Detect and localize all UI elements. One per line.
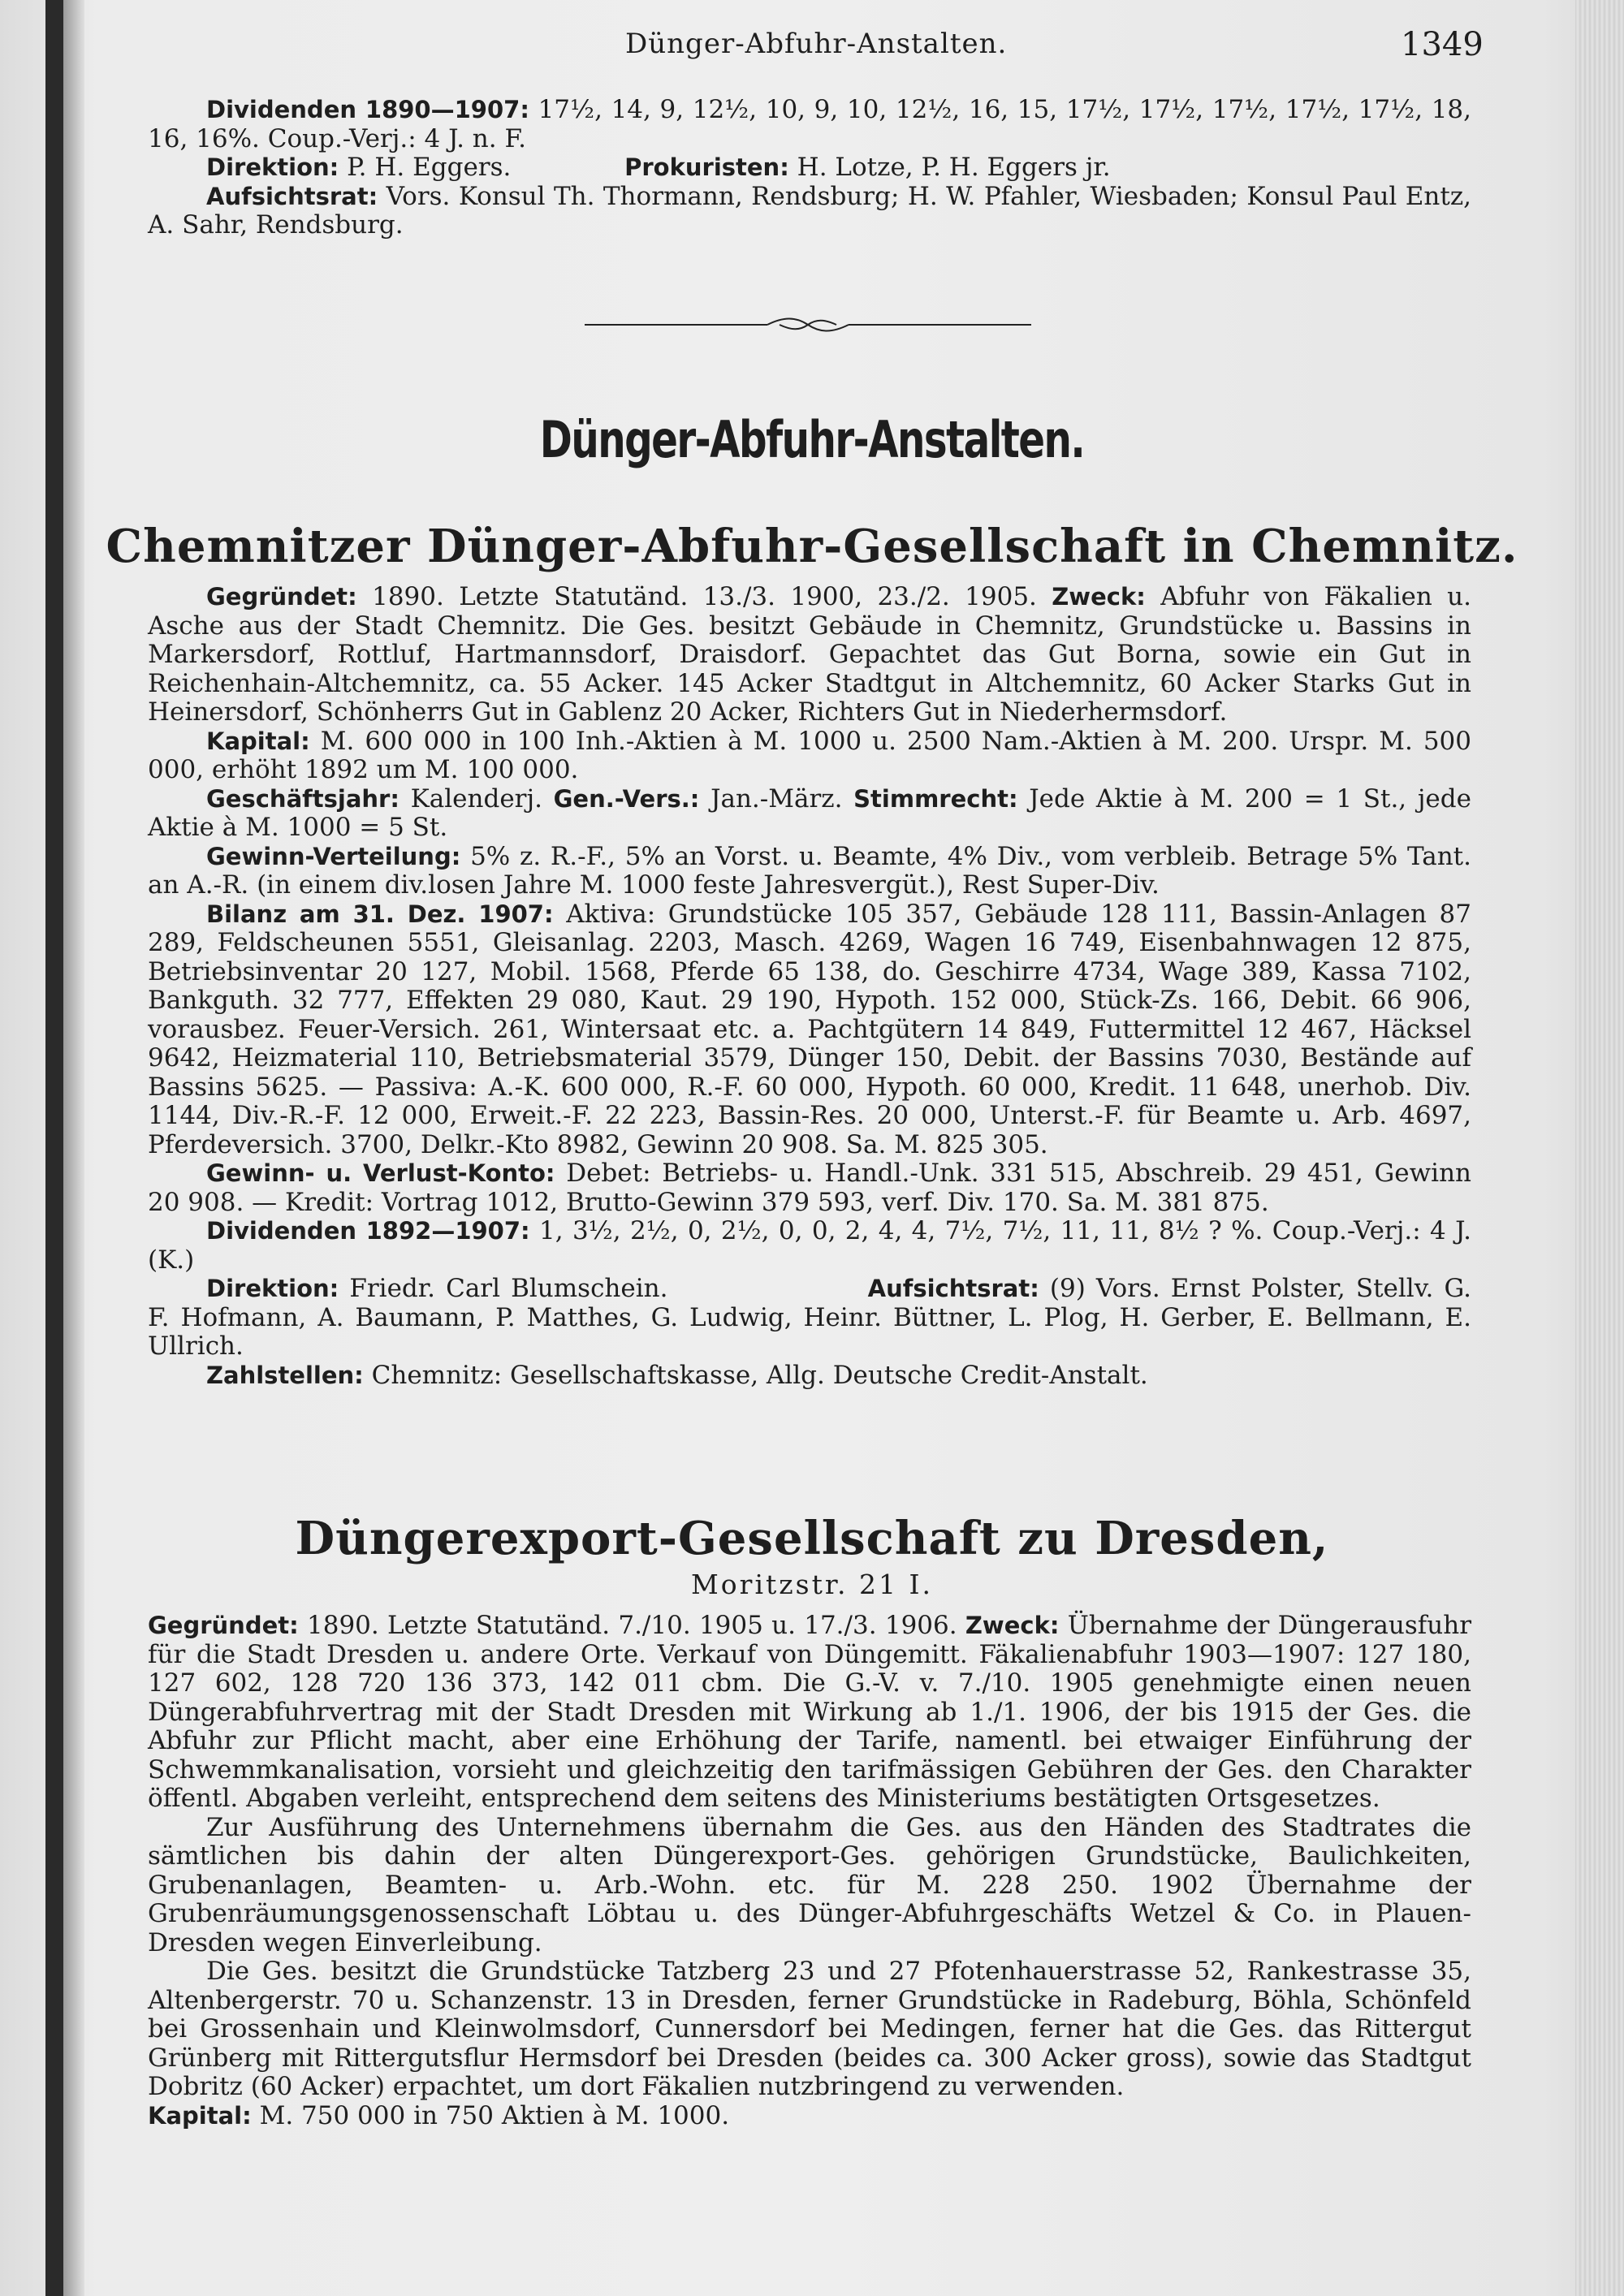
dresden-para2: Zur Ausführung des Unternehmens übernahm die Ges. aus den Händen des Stadtrates die sämtlichen bis dahin der alten Düngerexport-Ges. gehörigen Grundstücke, Baulichkeiten, Grubenanlagen, Beamten- u. Arb.-Wohn. etc. für M. 228 250. 1902 Übernahme der Grubenräumungsgenossenschaft Löbtau u. des Dünger-Abfuhrgeschäfts Wetzel & Co. in Plauen-Dresden wegen Einverleibung.	[148, 1812, 1471, 1957]
prev-direktion-text: P. H. Eggers.	[347, 153, 512, 182]
chemnitz-direktion-text: Friedr. Carl Blumschein.	[349, 1274, 668, 1303]
prev-dividends-text: 17½, 14, 9, 12½, 10, 9, 10, 12½, 16, 15, 17½, 17½, 17½, 17½, 17½, 18, 16, 16%. Coup.-Verj.: 4 J. n. F.	[148, 95, 1472, 153]
chemnitz-direktion	[148, 1275, 1471, 1362]
chemnitz-dividenden	[148, 1217, 1471, 1275]
prev-aufsichtsrat-text: Vors. Konsul Th. Thormann, Rendsburg; H. W. Pfahler, Wiesbaden; Konsul Paul Entz, A. Sahr, Rendsburg.	[148, 181, 1472, 240]
book-spine	[45, 0, 63, 2296]
section-title: Dünger-Abfuhr-Anstalten.	[539, 410, 1085, 469]
chemnitz-zweck-label: Zweck:	[1052, 583, 1146, 611]
dresden-gegruendet-text: 1890. Letzte Statutänd. 7./10. 1905 u. 17./3. 1906.	[307, 1611, 957, 1640]
chemnitz-zweck-text: Abfuhr von Fäkalien u. Asche aus der Stadt Chemnitz. Die Ges. besitzt Gebäude in Chemnitz, Grundstücke u. Bassins in Markersdorf, Rottluf, Hartmannsdorf, Draisdorf. Gepachtet das Gut Borna, sowie ein Gut in Reichenhain-Altchemnitz, ca. 55 Acker. 145 Acker Stadtgut in Altchemnitz, 60 Acker Starks Gut in Heinersdorf, Schönherrs Gut in Gablenz 20 Acker, Richters Gut in Niederhermsdorf.	[148, 582, 1472, 727]
prev-prokuristen-text: H. Lotze, P. H. Eggers jr.	[797, 153, 1111, 182]
dresden-kapital-label: Kapital:	[148, 2101, 252, 2130]
dresden-title: Düngerexport-Gesellschaft zu Dresden,	[295, 1512, 1329, 1565]
chemnitz-kapital	[148, 727, 1471, 785]
chemnitz-entry	[148, 583, 1471, 1390]
chemnitz-zahlstellen-text: Chemnitz: Gesellschaftskasse, Allg. Deutsche Credit-Anstalt.	[371, 1360, 1148, 1390]
chemnitz-gewinnverteilung	[148, 843, 1471, 900]
chemnitz-stimmrecht-label: Stimmrecht:	[853, 784, 1018, 813]
page-edge	[1575, 0, 1624, 2296]
chemnitz-geschaeftsjahr-label: Geschäftsjahr:	[206, 784, 400, 813]
chemnitz-title: Chemnitzer Dünger-Abfuhr-Gesellschaft in Chemnitz.	[106, 520, 1518, 573]
ornament-divider	[585, 313, 1031, 337]
prev-prokuristen-label: Prokuristen:	[624, 153, 789, 181]
chemnitz-aufsichtsrat-text: (9) Vors. Ernst Polster, Stellv. G. F. Hofmann, A. Baumann, P. Matthes, G. Ludwig, Heinr. Büttner, L. Plog, H. Gerber, E. Bellmann, E. Ullrich.	[148, 1274, 1471, 1361]
prev-direktion	[148, 153, 1471, 183]
prev-entry	[148, 96, 1471, 240]
prev-aufsichtsrat	[148, 183, 1471, 240]
chemnitz-bilanz	[148, 900, 1471, 1160]
chemnitz-kapital-label: Kapital:	[206, 727, 310, 755]
running-head: Dünger-Abfuhr-Anstalten.	[625, 28, 1008, 60]
chemnitz-gewinnverteilung-label: Gewinn-Verteilung:	[206, 842, 461, 870]
chemnitz-aufsichtsrat-label: Aufsichtsrat:	[867, 1275, 1039, 1302]
page-number: 1349	[1401, 26, 1484, 63]
prev-aufsichtsrat-label: Aufsichtsrat:	[206, 182, 378, 210]
chemnitz-gegruendet-label: Gegründet:	[206, 583, 357, 611]
prev-dividends-label: Dividenden 1890—1907:	[206, 96, 529, 123]
dresden-gegruendet-label: Gegründet:	[148, 1612, 299, 1639]
chemnitz-gewinnverteilung-text: 5% z. R.-F., 5% an Vorst. u. Beamte, 4% Div., vom verbleib. Betrage 5% Tant. an A.-R. (in einem div.losen Jahre M. 1000 feste Jahresvergüt.), Rest Super-Div.	[148, 841, 1471, 900]
dresden-para3: Die Ges. besitzt die Grundstücke Tatzberg 23 und 27 Pfotenhauerstrasse 52, Rankestrasse 35, Altenbergerstr. 70 u. Schanzenstr. 13 in Dresden, ferner Grundstücke in Radeburg, Böhla, Schönfeld bei Grossenhain und Kleinwolmsdorf, Cunnersdorf bei Medingen, ferner hat die Ges. das Rittergut Grünberg mit Rittergutsflur Hermsdorf bei Dresden (beides ca. 300 Acker gross), sowie das Stadtgut Dobritz (60 Acker) erpachtet, um dort Fäkalien nutzbringend zu verwenden.	[148, 1957, 1471, 2101]
chemnitz-direktion-label: Direktion:	[206, 1275, 339, 1302]
prev-dividends	[148, 96, 1471, 153]
chemnitz-geschaeftsjahr-text: Kalenderj.	[410, 783, 542, 814]
prev-direktion-label: Direktion:	[206, 153, 339, 181]
chemnitz-stimmrecht-text: Jede Aktie à M. 200 = 1 St., jede Aktie à M. 1000 = 5 St.	[148, 783, 1471, 842]
dresden-entry	[148, 1612, 1471, 2130]
chemnitz-kapital-text: M. 600 000 in 100 Inh.-Aktien à M. 1000 u. 2500 Nam.-Aktien à M. 200. Urspr. M. 500 000, erhöht 1892 um M. 100 000.	[148, 726, 1471, 784]
dresden-zweck-text: Übernahme der Düngerausfuhr für die Stadt Dresden u. andere Orte. Verkauf von Düngemitt. Fäkalienabfuhr 1903—1907: 127 180, 127 602, 128 720 136 373, 142 011 cbm. Die G.-V. v. 7./10. 1905 genehmigte einen neuen Düngerabfuhrvertrag mit der Stadt Dresden mit Wirkung ab 1./1. 1906, der bis 1915 der Ges. die Abfuhr zur Pflicht macht, aber eine Erhöhung der Tarife, namentl. bei etwaiger Einführung der Schwemmkanalisation, vorsieht und gleichzeitig den tarifmässigen Gebühren der Ges. den Charakter öffentl. Abgaben verleiht, entsprechend dem seitens des Ministeriums bestätigten Ortsgesetzes.	[148, 1611, 1472, 1813]
chemnitz-geschaeftsjahr	[148, 785, 1471, 843]
chemnitz-gegruendet	[148, 583, 1471, 727]
chemnitz-zahlstellen-label: Zahlstellen:	[206, 1361, 364, 1389]
chemnitz-guv	[148, 1159, 1471, 1217]
chemnitz-genvers-text: Jan.-März.	[710, 783, 843, 814]
chemnitz-gegruendet-text: 1890. Letzte Statutänd. 13./3. 1900, 23./2. 1905.	[372, 582, 1037, 611]
dresden-gegruendet	[148, 1612, 1471, 1814]
dresden-kapital	[148, 2102, 1471, 2131]
chemnitz-dividenden-label: Dividenden 1892—1907:	[206, 1217, 530, 1245]
dresden-kapital-text: M. 750 000 in 750 Aktien à M. 1000.	[259, 2100, 730, 2130]
dresden-zweck-label: Zweck:	[965, 1612, 1060, 1639]
chemnitz-bilanz-label: Bilanz am 31. Dez. 1907:	[206, 900, 554, 928]
spine-shadow	[63, 0, 84, 2296]
chemnitz-genvers-label: Gen.-Vers.:	[553, 784, 700, 813]
chemnitz-dividenden-text: 1, 3½, 2½, 0, 2½, 0, 0, 2, 4, 4, 7½, 7½, 11, 11, 8½ ? %. Coup.-Verj.: 4 J. (K.)	[148, 1216, 1471, 1275]
chemnitz-guv-label: Gewinn- u. Verlust-Konto:	[206, 1159, 555, 1187]
chemnitz-bilanz-text: Aktiva: Grundstücke 105 357, Gebäude 128 111, Bassin-Anlagen 87 289, Feldscheunen 5551, Gleisanlag. 2203, Masch. 4269, Wagen 16 749, Eisenbahnwagen 12 875, Betriebsinventar 20 127, Mobil. 1568, Pferde 65 138, do. Geschirre 4734, Wage 389, Kassa 7102, Bankguth. 32 777, Effekten 29 080, Kaut. 29 190, Hypoth. 152 000, Stück-Zs. 166, Debit. 66 906, vorausbez. Feuer-Versich. 261, Wintersaat etc. a. Pachtgütern 14 849, Futtermittel 12 467, Häcksel 9642, Heizmaterial 110, Betriebsmaterial 3579, Dünger 150, Debit. der Bassins 7030, Bestände auf Bassins 5625. — Passiva: A.-K. 600 000, R.-F. 60 000, Hypoth. 60 000, Kredit. 11 648, unerhob. Div. 1144, Div.-R.-F. 12 000, Erweit.-F. 22 223, Bassin-Res. 20 000, Unterst.-F. für Beamte u. Arb. 4697, Pferdeversich. 3700, Delkr.-Kto 8982, Gewinn 20 908. Sa. M. 825 305.	[148, 899, 1471, 1159]
chemnitz-zahlstellen	[148, 1362, 1471, 1391]
dresden-address: Moritzstr. 21 I.	[691, 1569, 933, 1600]
chemnitz-guv-text: Debet: Betriebs- u. Handl.-Unk. 331 515, Abschreib. 29 451, Gewinn 20 908. — Kredit: Vortrag 1012, Brutto-Gewinn 379 593, verf. Div. 170. Sa. M. 381 875.	[148, 1159, 1472, 1217]
